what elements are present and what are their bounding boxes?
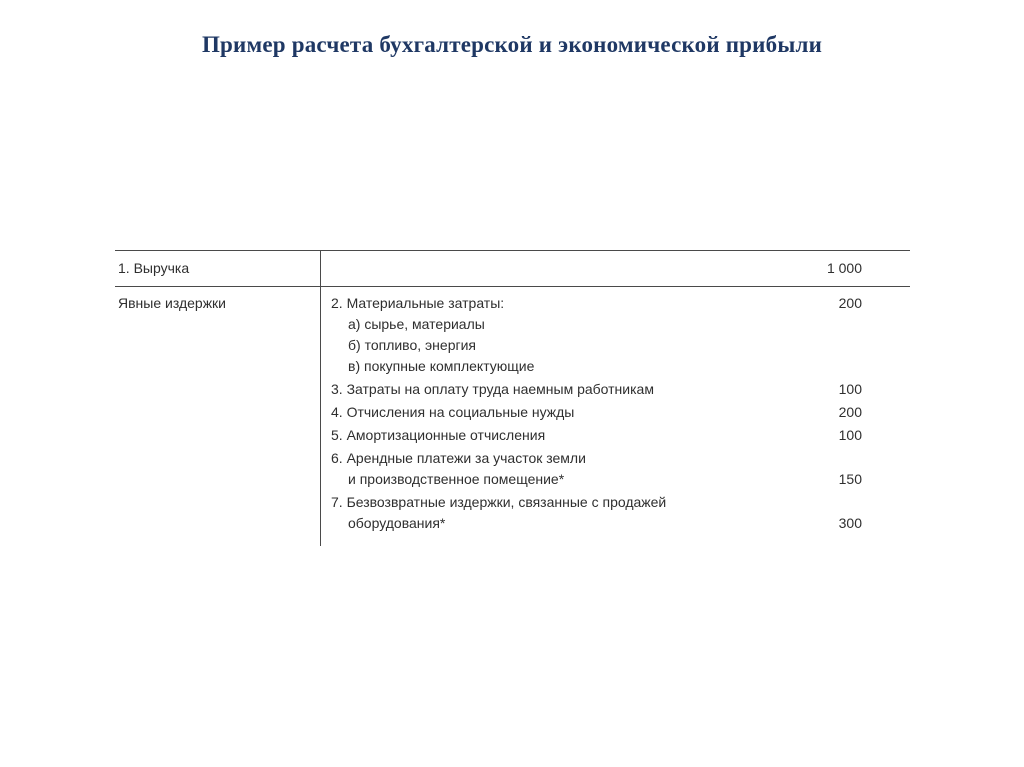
cost-item-value: 100 [838,381,862,397]
cost-item-value: 150 [838,471,862,487]
profit-table [115,250,910,546]
cost-item-rent [331,448,910,490]
explicit-costs-body-cell [320,287,910,546]
cost-item-text [331,293,802,377]
cost-item-line: 3. Затраты на оплату труда наемным работникам [331,381,654,397]
cost-item-line: 7. Безвозвратные издержки, связанные с продажей [331,494,667,510]
table-row-explicit-costs [115,287,910,546]
revenue-value: 1 000 [826,260,862,276]
cost-item-social [331,402,910,423]
cost-item-text [331,448,802,490]
cost-item-value: 200 [838,404,862,420]
cost-items-list [321,287,910,546]
cost-item-subline: б) топливо, энергия [348,337,476,353]
cost-item-text [331,425,802,446]
cost-item-value: 100 [838,427,862,443]
explicit-costs-label: Явные издержки [118,295,227,311]
cost-item-line: 4. Отчисления на социальные нужды [331,404,575,420]
table-row-revenue [115,251,910,287]
cost-item-line: 2. Материальные затраты: [331,295,505,311]
cost-item-text [331,402,802,423]
cost-item-subline: а) сырье, материалы [348,316,485,332]
revenue-right-cell [320,251,910,286]
revenue-label: 1. Выручка [118,260,190,276]
cost-item-value: 300 [838,515,862,531]
cost-item-line: 5. Амортизационные отчисления [331,427,546,443]
cost-item-line-continued: оборудования* [348,515,446,531]
cost-item-line: 6. Арендные платежи за участок земли [331,450,586,466]
cost-item-labor [331,379,910,400]
cost-item-text [331,492,802,534]
cost-item-line-continued: и производственное помещение* [348,471,565,487]
cost-item-value: 200 [838,295,862,311]
cost-item-text [331,379,802,400]
slide-title: Пример расчета бухгалтерской и экономической прибыли [201,32,823,57]
cost-item-material [331,293,910,377]
cost-item-amortization [331,425,910,446]
cost-item-subline: в) покупные комплектующие [348,358,535,374]
cost-item-sunk [331,492,910,534]
